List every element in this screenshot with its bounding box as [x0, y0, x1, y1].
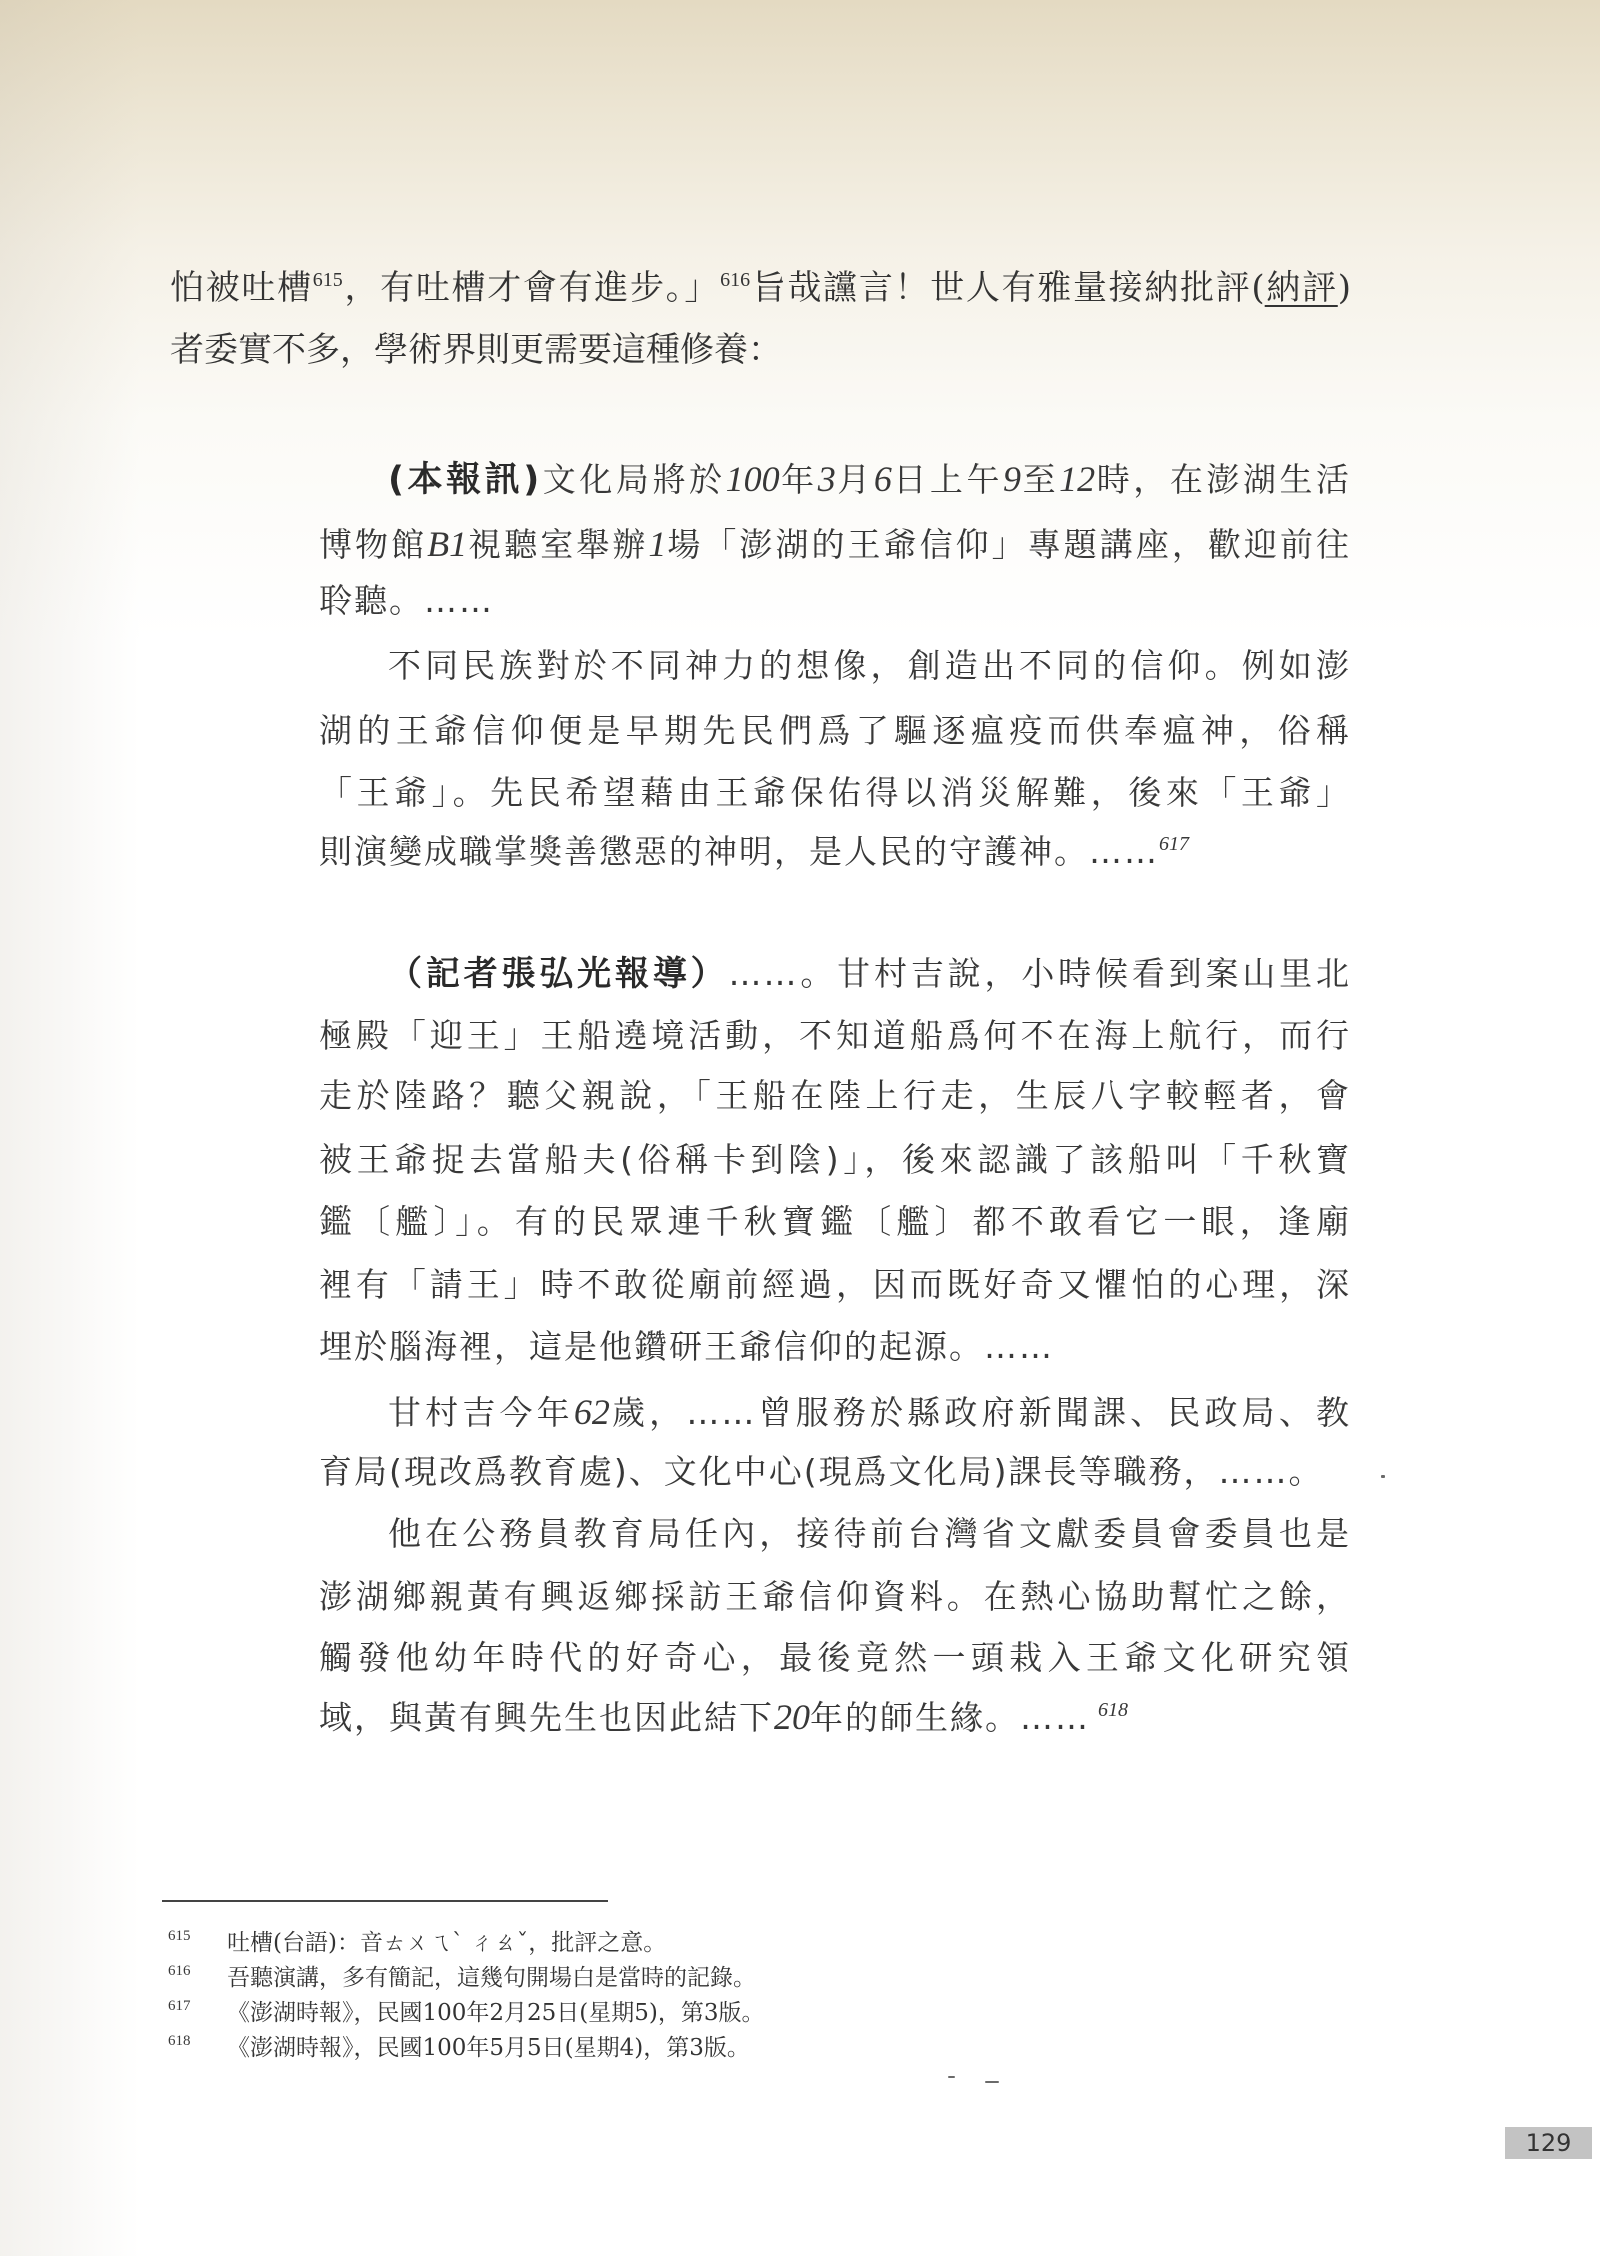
- text-run: 時，在澎湖生活: [1095, 460, 1352, 499]
- text-run: 歲，……曾服務於縣政府新聞課、民政局、教: [609, 1393, 1352, 1432]
- text-run: 甘村吉今年: [388, 1393, 574, 1432]
- scan-speck: [985, 2081, 999, 2083]
- footnote-text: 《澎湖時報》，民國100年2月25日(星期5)，第3版。: [227, 2000, 765, 2026]
- footnote-ref-615: 615: [312, 269, 343, 291]
- text-run: 日上午: [891, 460, 1004, 499]
- quote2-line-1: [388, 949, 1351, 999]
- quote1-line-1: [388, 454, 1351, 504]
- footnote-number: 617: [168, 1998, 191, 2014]
- text-run: ，有吐槽才會有進步。」: [342, 268, 721, 308]
- footnote-number: 616: [168, 1963, 191, 1979]
- page-number: 129: [1525, 2129, 1572, 2157]
- footnote-number: 618: [168, 2033, 191, 2049]
- scan-speck: [948, 2076, 955, 2078]
- footnote-text: 吐槽(台語)：音ㄊㄨㄟˋ ㄔㄠˇ，批評之意。: [227, 1930, 667, 1956]
- italic-numeral: B1: [427, 524, 468, 564]
- text-run: 至: [1021, 460, 1060, 499]
- italic-numeral: 3: [817, 459, 836, 499]
- body-paragraph: [170, 263, 1351, 375]
- text-run: 博物館: [319, 525, 428, 564]
- footnote-ref-618: 618: [1098, 1699, 1128, 1721]
- quote2-line-9: 育局(現改爲教育處)、文化中心(現爲文化局)課長等職務，……。: [319, 1452, 1324, 1491]
- italic-numeral: 100: [725, 459, 780, 499]
- text-run: 月: [835, 460, 874, 499]
- text-run: ……。甘村吉說，小時候看到案山里北: [728, 954, 1352, 993]
- news-source-label: （記者張弘光報導）: [388, 954, 729, 994]
- footnote-text: 吾聽演講，多有簡記，這幾句開場白是當時的記錄。: [227, 1965, 756, 1991]
- quote1-line-5: 湖的王爺信仰便是早期先民們爲了驅逐瘟疫而供奉瘟神，俗稱: [319, 711, 1351, 750]
- body-line-2: 者委實不多，學術界則更需要這種修養：: [170, 330, 782, 370]
- italic-numeral: 20: [774, 1697, 810, 1737]
- quote1-line-4: 不同民族對於不同神力的想像，創造出不同的信仰。例如澎: [388, 646, 1351, 685]
- quote-block-2: [319, 949, 1351, 1742]
- footnote-number: 615: [168, 1928, 191, 1944]
- footnote-ref-617: 617: [1159, 833, 1189, 855]
- text-run: 旨哉讜言！世人有雅量接納批評(: [750, 268, 1265, 308]
- quote1-line-6: 「王爺」。先民希望藉由王爺保佑得以消災解難，後來「王爺」: [319, 773, 1351, 812]
- text-run: ): [1337, 268, 1352, 308]
- text-run: 文化局將於: [541, 460, 726, 499]
- footnotes: [162, 1926, 1062, 2066]
- quote1-line-7: [319, 827, 1351, 877]
- quote-block-1: [319, 454, 1351, 877]
- footnote-618: [162, 2031, 1062, 2065]
- footnote-615: [162, 1926, 1062, 1960]
- italic-numeral: 62: [573, 1392, 610, 1432]
- body-line-1: [170, 263, 1351, 313]
- text-run: 場「澎湖的王爺信仰」專題講座，歡迎前往: [666, 525, 1352, 564]
- text-run: 年的師生緣。……: [810, 1698, 1090, 1737]
- underlined-term: 納評: [1264, 268, 1338, 308]
- italic-numeral: 6: [873, 459, 892, 499]
- text-run: 域，與黃有興先生也因此結下: [319, 1698, 774, 1737]
- quote2-line-7: 埋於腦海裡，這是他鑽研王爺信仰的起源。……: [319, 1327, 1054, 1366]
- quote1-line-2: [319, 519, 1351, 569]
- italic-numeral: 1: [648, 524, 667, 564]
- footnote-ref-616: 616: [720, 269, 751, 291]
- quote2-line-13: [319, 1692, 1351, 1742]
- quote2-line-11: 澎湖鄉親黃有興返鄉採訪王爺信仰資料。在熱心協助幫忙之餘，: [319, 1577, 1351, 1616]
- quote2-line-3: 走於陸路？聽父親說，「王船在陸上行走，生辰八字較輕者，會: [319, 1076, 1351, 1115]
- italic-numeral: 12: [1059, 459, 1096, 499]
- quote1-line-3: 聆聽。……: [319, 581, 494, 620]
- quote2-line-10: 他在公務員教育局任內，接待前台灣省文獻委員會委員也是: [388, 1514, 1351, 1553]
- news-source-label: (本報訊): [388, 460, 542, 500]
- quote2-line-8: [388, 1387, 1351, 1437]
- text-run: 則演變成職掌獎善懲惡的神明，是人民的守護神。……: [319, 832, 1159, 871]
- text-run: 視聽室舉辦: [467, 525, 649, 564]
- text-run: 怕被吐槽: [170, 268, 313, 308]
- italic-numeral: 9: [1003, 459, 1022, 499]
- quote2-line-5: 鑑〔艦〕」。有的民眾連千秋寶鑑〔艦〕都不敢看它一眼，逢廟: [319, 1202, 1351, 1241]
- footnote-text: 《澎湖時報》，民國100年5月5日(星期4)，第3版。: [227, 2035, 750, 2061]
- quote2-line-6: 裡有「請王」時不敢從廟前經過，因而既好奇又懼怕的心理，深: [319, 1265, 1351, 1304]
- page-number-box: [1505, 2127, 1592, 2159]
- text-run: 年: [779, 460, 818, 499]
- quote2-line-4: 被王爺捉去當船夫(俗稱卡到陰)」，後來認識了該船叫「千秋寶: [319, 1140, 1351, 1179]
- footnote-617: [162, 1996, 1062, 2030]
- quote2-line-2: 極殿「迎王」王船遶境活動，不知道船爲何不在海上航行，而行: [319, 1016, 1351, 1055]
- scan-speck: [1381, 1475, 1385, 1478]
- footnote-616: [162, 1961, 1062, 1995]
- quote2-line-12: 觸發他幼年時代的好奇心，最後竟然一頭栽入王爺文化研究領: [319, 1638, 1351, 1677]
- footnote-rule: [162, 1900, 608, 1902]
